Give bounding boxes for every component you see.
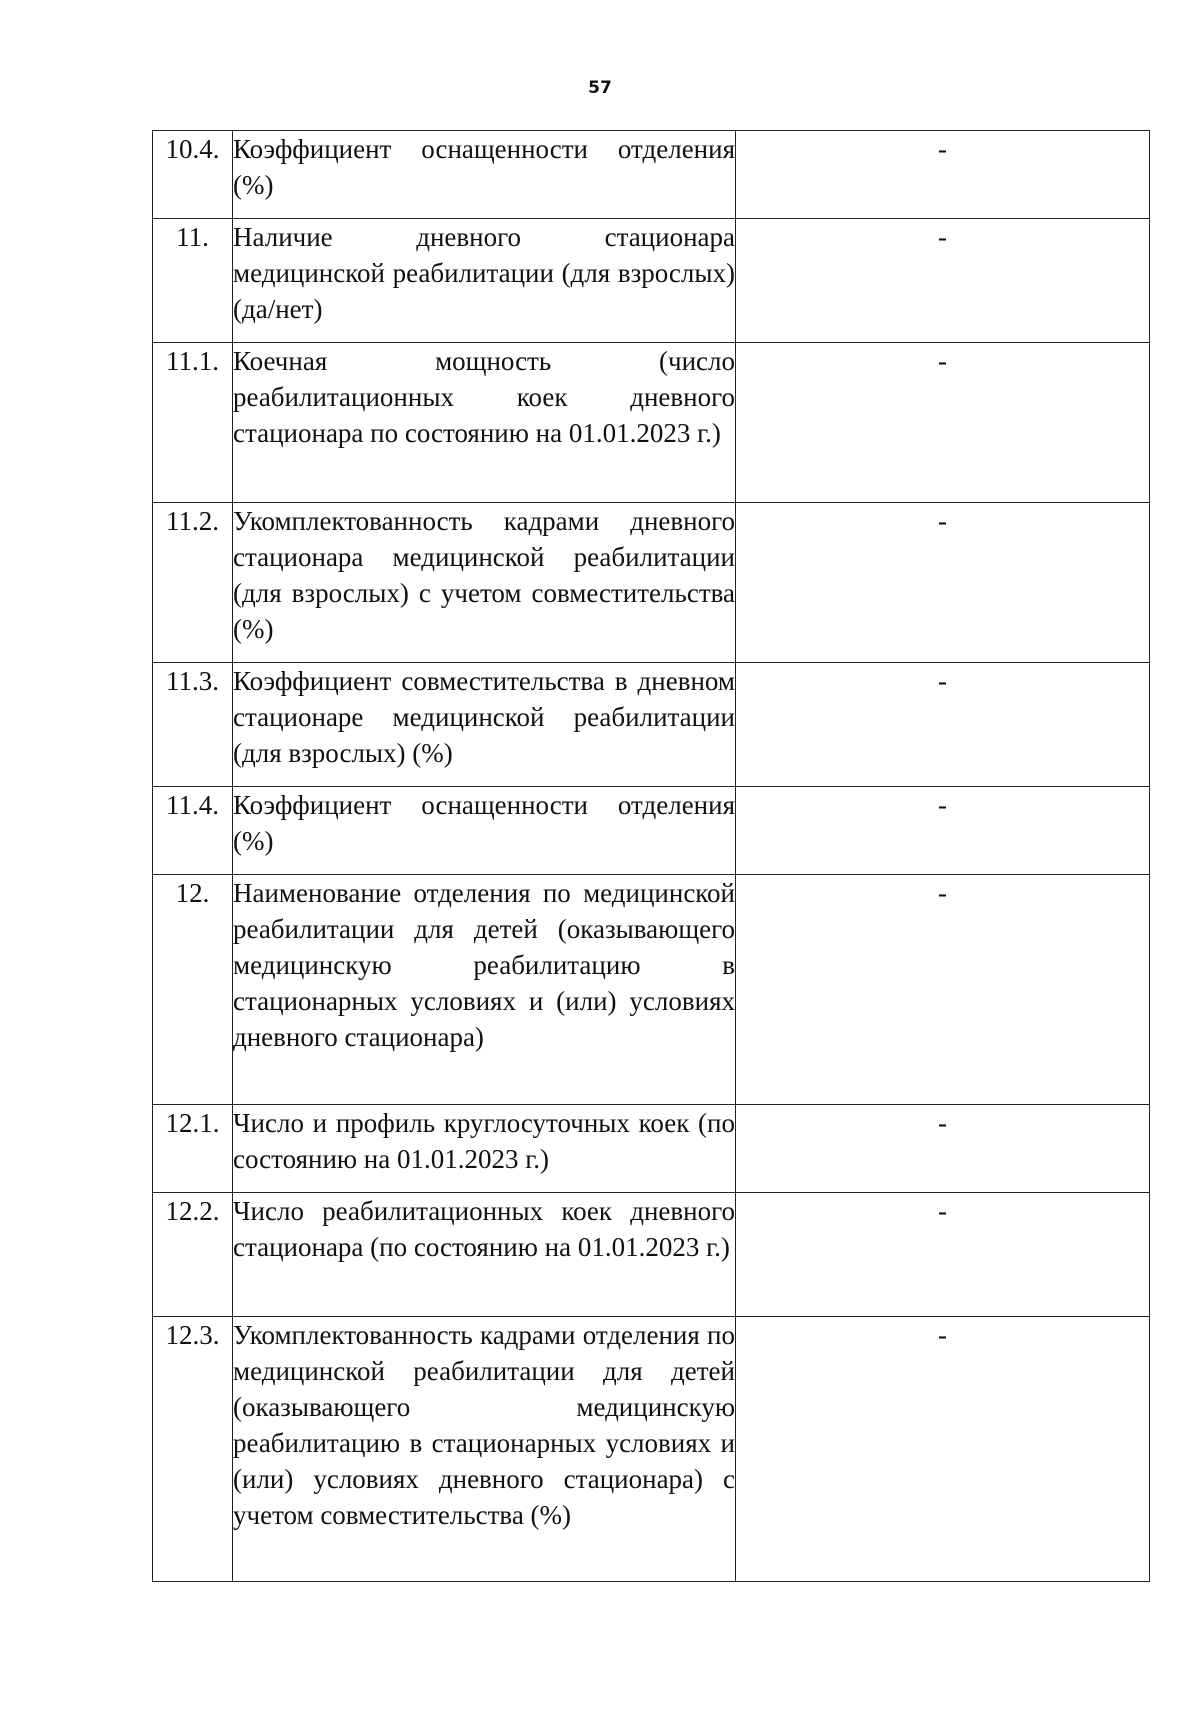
row-label: Коэффициент совместительства в дневном стационаре медицинской реабилитации (для взрослых) (%) (233, 663, 736, 787)
row-number: 12.2. (153, 1193, 233, 1317)
row-label: Укомплектованность кадрами отделения по медицинской реабилитации для детей (оказывающего медицинскую реабилитацию в стационарных условиях и (или) условиях дневного стационара) с учетом совместительства (%) (233, 1317, 736, 1582)
table-row (153, 1317, 1150, 1582)
row-value: - (736, 1317, 1150, 1582)
row-number: 12.1. (153, 1105, 233, 1193)
report-table (152, 130, 1150, 1582)
row-number: 11. (153, 219, 233, 343)
row-value: - (736, 219, 1150, 343)
table-row (153, 219, 1150, 343)
table-row (153, 875, 1150, 1105)
row-value: - (736, 787, 1150, 875)
table-row (153, 663, 1150, 787)
table-row (153, 787, 1150, 875)
row-label: Наличие дневного стационара медицинской реабилитации (для взрослых) (да/нет) (233, 219, 736, 343)
table-row (153, 131, 1150, 219)
row-label: Коечная мощность (число реабилитационных коек дневного стационара по состоянию на 01.01.2023 г.) (233, 343, 736, 503)
row-number: 11.2. (153, 503, 233, 663)
table-row (153, 1105, 1150, 1193)
row-label: Число и профиль круглосуточных коек (по состоянию на 01.01.2023 г.) (233, 1105, 736, 1193)
row-number: 11.4. (153, 787, 233, 875)
row-label: Коэффициент оснащенности отделения (%) (233, 131, 736, 219)
table-row (153, 1193, 1150, 1317)
row-label: Укомплектованность кадрами дневного стационара медицинской реабилитации (для взрослых) с учетом совместительства (%) (233, 503, 736, 663)
row-number: 11.3. (153, 663, 233, 787)
row-number: 11.1. (153, 343, 233, 503)
row-value: - (736, 663, 1150, 787)
row-number: 12.3. (153, 1317, 233, 1582)
row-number: 10.4. (153, 131, 233, 219)
row-number: 12. (153, 875, 233, 1105)
table-row (153, 503, 1150, 663)
row-value: - (736, 875, 1150, 1105)
row-value: - (736, 1105, 1150, 1193)
page-number: 57 (588, 78, 612, 98)
row-value: - (736, 1193, 1150, 1317)
table-row (153, 343, 1150, 503)
row-value: - (736, 131, 1150, 219)
row-label: Наименование отделения по медицинской реабилитации для детей (оказывающего медицинскую реабилитацию в стационарных условиях и (или) условиях дневного стационара) (233, 875, 736, 1105)
row-label: Коэффициент оснащенности отделения (%) (233, 787, 736, 875)
row-value: - (736, 503, 1150, 663)
row-value: - (736, 343, 1150, 503)
row-label: Число реабилитационных коек дневного стационара (по состоянию на 01.01.2023 г.) (233, 1193, 736, 1317)
